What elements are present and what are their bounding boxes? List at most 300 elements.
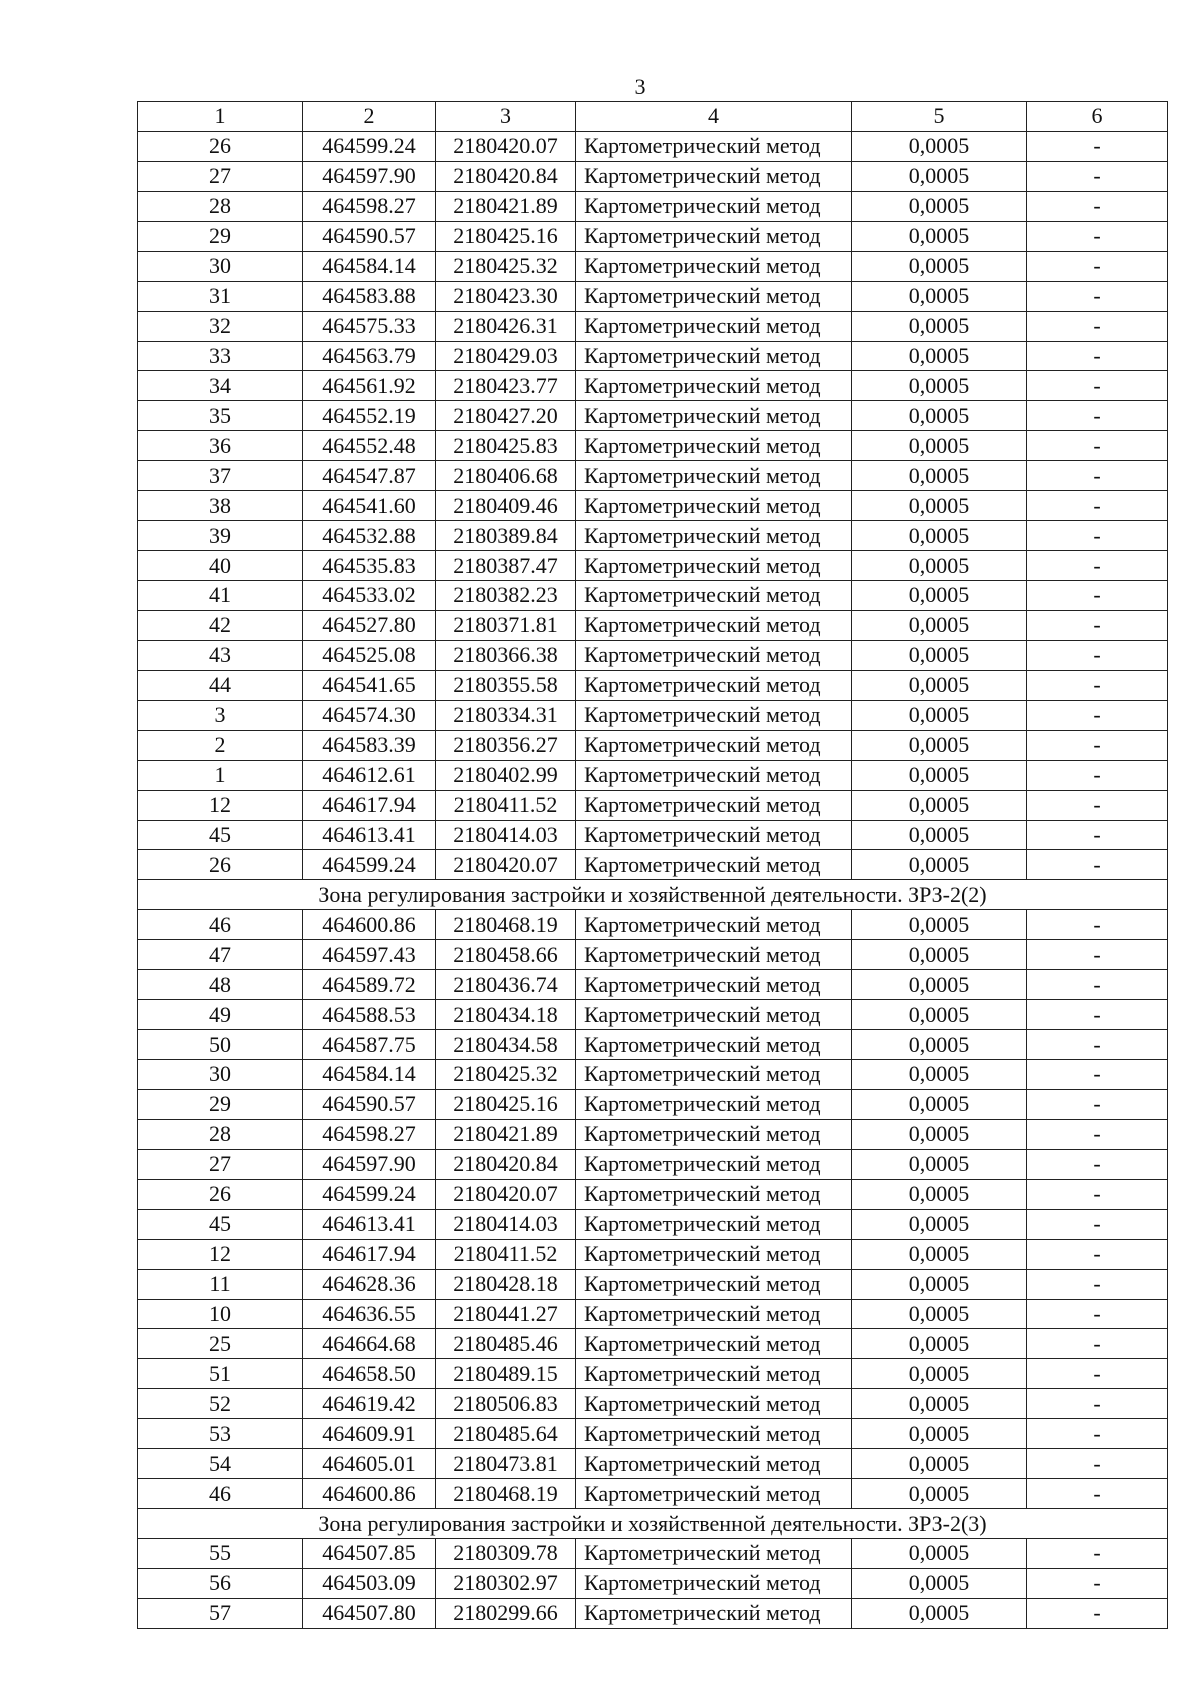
extra-cell: -	[1027, 1000, 1168, 1030]
table-row	[138, 640, 1168, 670]
method-cell: Картометрический метод	[576, 1419, 852, 1449]
table-row	[138, 311, 1168, 341]
extra-cell: -	[1027, 221, 1168, 251]
table-row	[138, 1239, 1168, 1269]
x-coordinate-cell: 464589.72	[303, 970, 436, 1000]
x-coordinate-cell: 464597.43	[303, 940, 436, 970]
y-coordinate-cell: 2180473.81	[436, 1449, 576, 1479]
table-row	[138, 1089, 1168, 1119]
table-row	[138, 491, 1168, 521]
point-number-cell: 39	[138, 521, 303, 551]
method-cell: Картометрический метод	[576, 1359, 852, 1389]
y-coordinate-cell: 2180334.31	[436, 700, 576, 730]
table-row	[138, 551, 1168, 581]
point-number-cell: 48	[138, 970, 303, 1000]
y-coordinate-cell: 2180299.66	[436, 1598, 576, 1628]
accuracy-cell: 0,0005	[852, 281, 1027, 311]
y-coordinate-cell: 2180429.03	[436, 341, 576, 371]
column-header: 5	[852, 102, 1027, 132]
y-coordinate-cell: 2180409.46	[436, 491, 576, 521]
table-row	[138, 1060, 1168, 1090]
x-coordinate-cell: 464590.57	[303, 221, 436, 251]
point-number-cell: 30	[138, 1060, 303, 1090]
x-coordinate-cell: 464547.87	[303, 461, 436, 491]
y-coordinate-cell: 2180506.83	[436, 1389, 576, 1419]
method-cell: Картометрический метод	[576, 940, 852, 970]
table-row	[138, 221, 1168, 251]
method-cell: Картометрический метод	[576, 700, 852, 730]
extra-cell: -	[1027, 1089, 1168, 1119]
extra-cell: -	[1027, 640, 1168, 670]
x-coordinate-cell: 464584.14	[303, 1060, 436, 1090]
x-coordinate-cell: 464609.91	[303, 1419, 436, 1449]
point-number-cell: 40	[138, 551, 303, 581]
x-coordinate-cell: 464636.55	[303, 1299, 436, 1329]
table-row	[138, 341, 1168, 371]
method-cell: Картометрический метод	[576, 461, 852, 491]
method-cell: Картометрический метод	[576, 1598, 852, 1628]
method-cell: Картометрический метод	[576, 221, 852, 251]
y-coordinate-cell: 2180420.84	[436, 161, 576, 191]
extra-cell: -	[1027, 1479, 1168, 1509]
x-coordinate-cell: 464532.88	[303, 521, 436, 551]
point-number-cell: 31	[138, 281, 303, 311]
extra-cell: -	[1027, 1299, 1168, 1329]
point-number-cell: 29	[138, 221, 303, 251]
extra-cell: -	[1027, 610, 1168, 640]
table-row	[138, 970, 1168, 1000]
y-coordinate-cell: 2180414.03	[436, 1209, 576, 1239]
table-row	[138, 1269, 1168, 1299]
x-coordinate-cell: 464588.53	[303, 1000, 436, 1030]
y-coordinate-cell: 2180371.81	[436, 610, 576, 640]
method-cell: Картометрический метод	[576, 850, 852, 880]
y-coordinate-cell: 2180489.15	[436, 1359, 576, 1389]
point-number-cell: 43	[138, 640, 303, 670]
point-number-cell: 29	[138, 1089, 303, 1119]
point-number-cell: 56	[138, 1568, 303, 1598]
accuracy-cell: 0,0005	[852, 1269, 1027, 1299]
point-number-cell: 25	[138, 1329, 303, 1359]
extra-cell: -	[1027, 1149, 1168, 1179]
x-coordinate-cell: 464600.86	[303, 910, 436, 940]
y-coordinate-cell: 2180425.83	[436, 431, 576, 461]
accuracy-cell: 0,0005	[852, 1598, 1027, 1628]
point-number-cell: 26	[138, 1179, 303, 1209]
table-row	[138, 1329, 1168, 1359]
extra-cell: -	[1027, 491, 1168, 521]
accuracy-cell: 0,0005	[852, 191, 1027, 221]
y-coordinate-cell: 2180436.74	[436, 970, 576, 1000]
accuracy-cell: 0,0005	[852, 431, 1027, 461]
accuracy-cell: 0,0005	[852, 850, 1027, 880]
x-coordinate-cell: 464527.80	[303, 610, 436, 640]
y-coordinate-cell: 2180389.84	[436, 521, 576, 551]
method-cell: Картометрический метод	[576, 1030, 852, 1060]
accuracy-cell: 0,0005	[852, 581, 1027, 611]
extra-cell: -	[1027, 1239, 1168, 1269]
x-coordinate-cell: 464590.57	[303, 1089, 436, 1119]
accuracy-cell: 0,0005	[852, 1539, 1027, 1569]
x-coordinate-cell: 464658.50	[303, 1359, 436, 1389]
point-number-cell: 38	[138, 491, 303, 521]
point-number-cell: 10	[138, 1299, 303, 1329]
section-title: Зона регулирования застройки и хозяйственной деятельности. ЗРЗ-2(2)	[138, 880, 1168, 910]
accuracy-cell: 0,0005	[852, 700, 1027, 730]
extra-cell: -	[1027, 1449, 1168, 1479]
x-coordinate-cell: 464533.02	[303, 581, 436, 611]
point-number-cell: 33	[138, 341, 303, 371]
table-row	[138, 1419, 1168, 1449]
accuracy-cell: 0,0005	[852, 1209, 1027, 1239]
extra-cell: -	[1027, 1119, 1168, 1149]
method-cell: Картометрический метод	[576, 790, 852, 820]
extra-cell: -	[1027, 1030, 1168, 1060]
point-number-cell: 45	[138, 1209, 303, 1239]
point-number-cell: 12	[138, 1239, 303, 1269]
table-row	[138, 581, 1168, 611]
accuracy-cell: 0,0005	[852, 521, 1027, 551]
x-coordinate-cell: 464541.65	[303, 670, 436, 700]
column-header: 3	[436, 102, 576, 132]
y-coordinate-cell: 2180441.27	[436, 1299, 576, 1329]
x-coordinate-cell: 464507.85	[303, 1539, 436, 1569]
extra-cell: -	[1027, 521, 1168, 551]
y-coordinate-cell: 2180468.19	[436, 910, 576, 940]
x-coordinate-cell: 464612.61	[303, 760, 436, 790]
point-number-cell: 30	[138, 251, 303, 281]
y-coordinate-cell: 2180485.64	[436, 1419, 576, 1449]
point-number-cell: 49	[138, 1000, 303, 1030]
y-coordinate-cell: 2180428.18	[436, 1269, 576, 1299]
x-coordinate-cell: 464563.79	[303, 341, 436, 371]
x-coordinate-cell: 464613.41	[303, 1209, 436, 1239]
method-cell: Картометрический метод	[576, 1060, 852, 1090]
point-number-cell: 27	[138, 1149, 303, 1179]
extra-cell: -	[1027, 461, 1168, 491]
accuracy-cell: 0,0005	[852, 820, 1027, 850]
accuracy-cell: 0,0005	[852, 1030, 1027, 1060]
accuracy-cell: 0,0005	[852, 371, 1027, 401]
y-coordinate-cell: 2180425.16	[436, 221, 576, 251]
table-row	[138, 1299, 1168, 1329]
y-coordinate-cell: 2180382.23	[436, 581, 576, 611]
y-coordinate-cell: 2180411.52	[436, 1239, 576, 1269]
table-row	[138, 610, 1168, 640]
y-coordinate-cell: 2180425.32	[436, 1060, 576, 1090]
point-number-cell: 2	[138, 730, 303, 760]
method-cell: Картометрический метод	[576, 640, 852, 670]
table-row	[138, 1209, 1168, 1239]
extra-cell: -	[1027, 371, 1168, 401]
accuracy-cell: 0,0005	[852, 910, 1027, 940]
extra-cell: -	[1027, 1060, 1168, 1090]
table-row	[138, 281, 1168, 311]
extra-cell: -	[1027, 1598, 1168, 1628]
extra-cell: -	[1027, 1209, 1168, 1239]
accuracy-cell: 0,0005	[852, 1089, 1027, 1119]
x-coordinate-cell: 464613.41	[303, 820, 436, 850]
method-cell: Картометрический метод	[576, 1000, 852, 1030]
extra-cell: -	[1027, 401, 1168, 431]
method-cell: Картометрический метод	[576, 1119, 852, 1149]
y-coordinate-cell: 2180458.66	[436, 940, 576, 970]
accuracy-cell: 0,0005	[852, 341, 1027, 371]
x-coordinate-cell: 464599.24	[303, 850, 436, 880]
table-row	[138, 1030, 1168, 1060]
y-coordinate-cell: 2180426.31	[436, 311, 576, 341]
point-number-cell: 47	[138, 940, 303, 970]
accuracy-cell: 0,0005	[852, 1479, 1027, 1509]
method-cell: Картометрический метод	[576, 1479, 852, 1509]
point-number-cell: 32	[138, 311, 303, 341]
extra-cell: -	[1027, 341, 1168, 371]
table-row	[138, 431, 1168, 461]
table-row	[138, 1539, 1168, 1569]
accuracy-cell: 0,0005	[852, 1119, 1027, 1149]
y-coordinate-cell: 2180387.47	[436, 551, 576, 581]
x-coordinate-cell: 464584.14	[303, 251, 436, 281]
x-coordinate-cell: 464617.94	[303, 1239, 436, 1269]
table-row	[138, 940, 1168, 970]
y-coordinate-cell: 2180302.97	[436, 1568, 576, 1598]
extra-cell: -	[1027, 1179, 1168, 1209]
method-cell: Картометрический метод	[576, 1179, 852, 1209]
method-cell: Картометрический метод	[576, 281, 852, 311]
table-body	[138, 131, 1168, 1628]
extra-cell: -	[1027, 850, 1168, 880]
method-cell: Картометрический метод	[576, 431, 852, 461]
accuracy-cell: 0,0005	[852, 161, 1027, 191]
method-cell: Картометрический метод	[576, 1089, 852, 1119]
extra-cell: -	[1027, 1359, 1168, 1389]
accuracy-cell: 0,0005	[852, 221, 1027, 251]
extra-cell: -	[1027, 1419, 1168, 1449]
x-coordinate-cell: 464599.24	[303, 131, 436, 161]
accuracy-cell: 0,0005	[852, 610, 1027, 640]
point-number-cell: 28	[138, 1119, 303, 1149]
table-row	[138, 1149, 1168, 1179]
point-number-cell: 11	[138, 1269, 303, 1299]
x-coordinate-cell: 464525.08	[303, 640, 436, 670]
section-heading-row	[138, 880, 1168, 910]
method-cell: Картометрический метод	[576, 1389, 852, 1419]
x-coordinate-cell: 464599.24	[303, 1179, 436, 1209]
extra-cell: -	[1027, 191, 1168, 221]
point-number-cell: 35	[138, 401, 303, 431]
table-row	[138, 910, 1168, 940]
table-row	[138, 161, 1168, 191]
point-number-cell: 1	[138, 760, 303, 790]
method-cell: Картометрический метод	[576, 1209, 852, 1239]
column-header: 1	[138, 102, 303, 132]
y-coordinate-cell: 2180420.84	[436, 1149, 576, 1179]
point-number-cell: 53	[138, 1419, 303, 1449]
table-row	[138, 1179, 1168, 1209]
x-coordinate-cell: 464617.94	[303, 790, 436, 820]
method-cell: Картометрический метод	[576, 551, 852, 581]
y-coordinate-cell: 2180420.07	[436, 850, 576, 880]
x-coordinate-cell: 464605.01	[303, 1449, 436, 1479]
table-row	[138, 461, 1168, 491]
extra-cell: -	[1027, 820, 1168, 850]
extra-cell: -	[1027, 790, 1168, 820]
method-cell: Картометрический метод	[576, 1269, 852, 1299]
x-coordinate-cell: 464597.90	[303, 1149, 436, 1179]
extra-cell: -	[1027, 730, 1168, 760]
accuracy-cell: 0,0005	[852, 1239, 1027, 1269]
accuracy-cell: 0,0005	[852, 1000, 1027, 1030]
x-coordinate-cell: 464664.68	[303, 1329, 436, 1359]
table-row	[138, 820, 1168, 850]
y-coordinate-cell: 2180427.20	[436, 401, 576, 431]
point-number-cell: 51	[138, 1359, 303, 1389]
extra-cell: -	[1027, 1539, 1168, 1569]
table-row	[138, 850, 1168, 880]
y-coordinate-cell: 2180421.89	[436, 191, 576, 221]
table-row	[138, 251, 1168, 281]
point-number-cell: 12	[138, 790, 303, 820]
accuracy-cell: 0,0005	[852, 1419, 1027, 1449]
x-coordinate-cell: 464552.48	[303, 431, 436, 461]
x-coordinate-cell: 464628.36	[303, 1269, 436, 1299]
y-coordinate-cell: 2180420.07	[436, 1179, 576, 1209]
x-coordinate-cell: 464597.90	[303, 161, 436, 191]
method-cell: Картометрический метод	[576, 730, 852, 760]
accuracy-cell: 0,0005	[852, 1179, 1027, 1209]
method-cell: Картометрический метод	[576, 371, 852, 401]
extra-cell: -	[1027, 431, 1168, 461]
accuracy-cell: 0,0005	[852, 1359, 1027, 1389]
extra-cell: -	[1027, 1568, 1168, 1598]
point-number-cell: 46	[138, 1479, 303, 1509]
table-row	[138, 1568, 1168, 1598]
table-row	[138, 790, 1168, 820]
method-cell: Картометрический метод	[576, 1568, 852, 1598]
accuracy-cell: 0,0005	[852, 311, 1027, 341]
point-number-cell: 44	[138, 670, 303, 700]
point-number-cell: 34	[138, 371, 303, 401]
x-coordinate-cell: 464587.75	[303, 1030, 436, 1060]
point-number-cell: 50	[138, 1030, 303, 1060]
x-coordinate-cell: 464561.92	[303, 371, 436, 401]
point-number-cell: 57	[138, 1598, 303, 1628]
y-coordinate-cell: 2180434.18	[436, 1000, 576, 1030]
extra-cell: -	[1027, 760, 1168, 790]
x-coordinate-cell: 464600.86	[303, 1479, 436, 1509]
extra-cell: -	[1027, 581, 1168, 611]
point-number-cell: 3	[138, 700, 303, 730]
point-number-cell: 46	[138, 910, 303, 940]
accuracy-cell: 0,0005	[852, 640, 1027, 670]
method-cell: Картометрический метод	[576, 970, 852, 1000]
y-coordinate-cell: 2180309.78	[436, 1539, 576, 1569]
method-cell: Картометрический метод	[576, 1239, 852, 1269]
coordinates-table	[137, 101, 1168, 1629]
x-coordinate-cell: 464575.33	[303, 311, 436, 341]
extra-cell: -	[1027, 970, 1168, 1000]
method-cell: Картометрический метод	[576, 760, 852, 790]
y-coordinate-cell: 2180355.58	[436, 670, 576, 700]
accuracy-cell: 0,0005	[852, 670, 1027, 700]
method-cell: Картометрический метод	[576, 670, 852, 700]
method-cell: Картометрический метод	[576, 251, 852, 281]
extra-cell: -	[1027, 281, 1168, 311]
point-number-cell: 37	[138, 461, 303, 491]
table-row	[138, 131, 1168, 161]
y-coordinate-cell: 2180402.99	[436, 760, 576, 790]
table-row	[138, 1000, 1168, 1030]
y-coordinate-cell: 2180485.46	[436, 1329, 576, 1359]
table-row	[138, 1449, 1168, 1479]
point-number-cell: 41	[138, 581, 303, 611]
method-cell: Картометрический метод	[576, 521, 852, 551]
accuracy-cell: 0,0005	[852, 1299, 1027, 1329]
method-cell: Картометрический метод	[576, 311, 852, 341]
table-row	[138, 670, 1168, 700]
extra-cell: -	[1027, 1329, 1168, 1359]
table-row	[138, 760, 1168, 790]
method-cell: Картометрический метод	[576, 131, 852, 161]
column-header: 4	[576, 102, 852, 132]
column-header: 2	[303, 102, 436, 132]
method-cell: Картометрический метод	[576, 1149, 852, 1179]
accuracy-cell: 0,0005	[852, 1568, 1027, 1598]
table-row	[138, 401, 1168, 431]
table-row	[138, 1389, 1168, 1419]
extra-cell: -	[1027, 161, 1168, 191]
point-number-cell: 45	[138, 820, 303, 850]
accuracy-cell: 0,0005	[852, 760, 1027, 790]
x-coordinate-cell: 464541.60	[303, 491, 436, 521]
accuracy-cell: 0,0005	[852, 401, 1027, 431]
method-cell: Картометрический метод	[576, 341, 852, 371]
table-header-row	[138, 102, 1168, 132]
page-number: 3	[634, 74, 646, 99]
method-cell: Картометрический метод	[576, 610, 852, 640]
accuracy-cell: 0,0005	[852, 251, 1027, 281]
method-cell: Картометрический метод	[576, 910, 852, 940]
table-row	[138, 1119, 1168, 1149]
table-row	[138, 191, 1168, 221]
x-coordinate-cell: 464619.42	[303, 1389, 436, 1419]
extra-cell: -	[1027, 251, 1168, 281]
y-coordinate-cell: 2180406.68	[436, 461, 576, 491]
accuracy-cell: 0,0005	[852, 491, 1027, 521]
method-cell: Картометрический метод	[576, 491, 852, 521]
method-cell: Картометрический метод	[576, 1539, 852, 1569]
extra-cell: -	[1027, 700, 1168, 730]
method-cell: Картометрический метод	[576, 161, 852, 191]
point-number-cell: 55	[138, 1539, 303, 1569]
method-cell: Картометрический метод	[576, 401, 852, 431]
x-coordinate-cell: 464503.09	[303, 1568, 436, 1598]
extra-cell: -	[1027, 551, 1168, 581]
extra-cell: -	[1027, 1389, 1168, 1419]
table-row	[138, 1359, 1168, 1389]
point-number-cell: 42	[138, 610, 303, 640]
y-coordinate-cell: 2180423.77	[436, 371, 576, 401]
y-coordinate-cell: 2180425.16	[436, 1089, 576, 1119]
x-coordinate-cell: 464598.27	[303, 1119, 436, 1149]
extra-cell: -	[1027, 131, 1168, 161]
method-cell: Картометрический метод	[576, 1299, 852, 1329]
y-coordinate-cell: 2180411.52	[436, 790, 576, 820]
x-coordinate-cell: 464598.27	[303, 191, 436, 221]
method-cell: Картометрический метод	[576, 581, 852, 611]
y-coordinate-cell: 2180434.58	[436, 1030, 576, 1060]
y-coordinate-cell: 2180423.30	[436, 281, 576, 311]
